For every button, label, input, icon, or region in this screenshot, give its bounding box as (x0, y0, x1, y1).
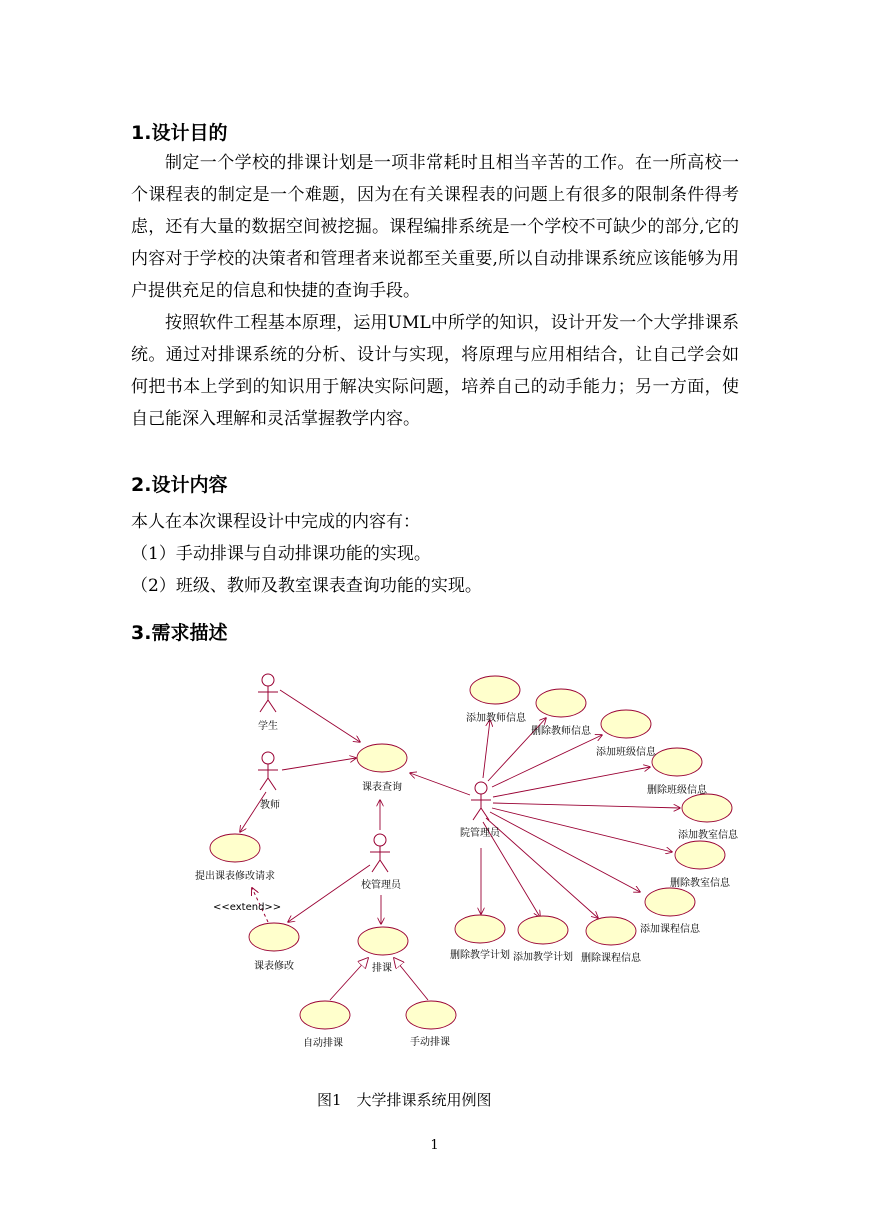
uc-add-course-label: 添加课程信息 (640, 924, 700, 935)
uc-del-room-label: 删除教室信息 (670, 878, 730, 889)
uc-del-class-label: 删除班级信息 (647, 785, 707, 796)
content-line-2: （1）手动排课与自动排课功能的实现。 (131, 544, 431, 564)
actor-school-admin (370, 834, 390, 872)
actor-dept-admin (471, 782, 491, 820)
section-heading-3: 3.需求描述 (131, 622, 228, 644)
uc-add-room-label: 添加教室信息 (678, 830, 738, 841)
actor-school-admin-label: 校管理员 (361, 880, 401, 891)
paragraph-2: 按照软件工程基本原理，运用UML中所学的知识，设计开发一个大学排课系统。通过对排课系统的分析、设计与实现，将原理与应用相结合，让自己学会如何把书本上学到的知识用于解决实际问题，培养自己的动手能力；另一方面，使自己能深入理解和灵活掌握教学内容。 (131, 313, 739, 429)
uc-auto-label: 自动排课 (303, 1038, 343, 1049)
uc-add-teacher-label: 添加教师信息 (466, 713, 526, 724)
uc-del-plan-label: 删除教学计划 (450, 950, 510, 961)
paragraph-1: 制定一个学校的排课计划是一项非常耗时且相当辛苦的工作。在一所高校一个课程表的制定是一个难题，因为在有关课程表的问题上有很多的限制条件得考虑，还有大量的数据空间被挖掘。课程编排系统是一个学校不可缺少的部分,它的内容对于学校的决策者和管理者来说都至关重要,所以自动排课系统应该能够为用户提供充足的信息和快捷的查询手段。 (131, 153, 739, 301)
actor-teacher (258, 752, 278, 790)
content-line-1: 本人在本次课程设计中完成的内容有： (131, 512, 420, 532)
page-number: 1 (430, 1138, 439, 1153)
uc-manual-label: 手动排课 (410, 1037, 450, 1048)
actor-teacher-label: 教师 (260, 800, 280, 811)
actor-student (258, 674, 278, 712)
actor-student-label: 学生 (258, 721, 278, 732)
uc-del-course-label: 删除课程信息 (581, 953, 641, 964)
uc-add-plan-label: 添加教学计划 (513, 952, 573, 963)
actor-dept-admin-label: 院管理员 (460, 828, 500, 839)
uc-request-label: 提出课表修改请求 (195, 871, 275, 882)
uc-modify-label: 课表修改 (254, 961, 294, 972)
extend-label: <<extend>> (213, 902, 282, 913)
content-line-3: （2）班级、教师及教室课表查询功能的实现。 (131, 576, 482, 596)
uc-del-teacher-label: 删除教师信息 (531, 726, 591, 737)
figure-caption: 图1 大学排课系统用例图 (317, 1091, 492, 1109)
uc-schedule-label: 排课 (372, 963, 392, 974)
section-heading-1: 1.设计目的 (131, 122, 228, 144)
section-heading-2: 2.设计内容 (131, 474, 228, 496)
uc-add-class-label: 添加班级信息 (596, 747, 656, 758)
use-case-ellipses (210, 676, 732, 1029)
uc-query-label: 课表查询 (362, 782, 402, 793)
